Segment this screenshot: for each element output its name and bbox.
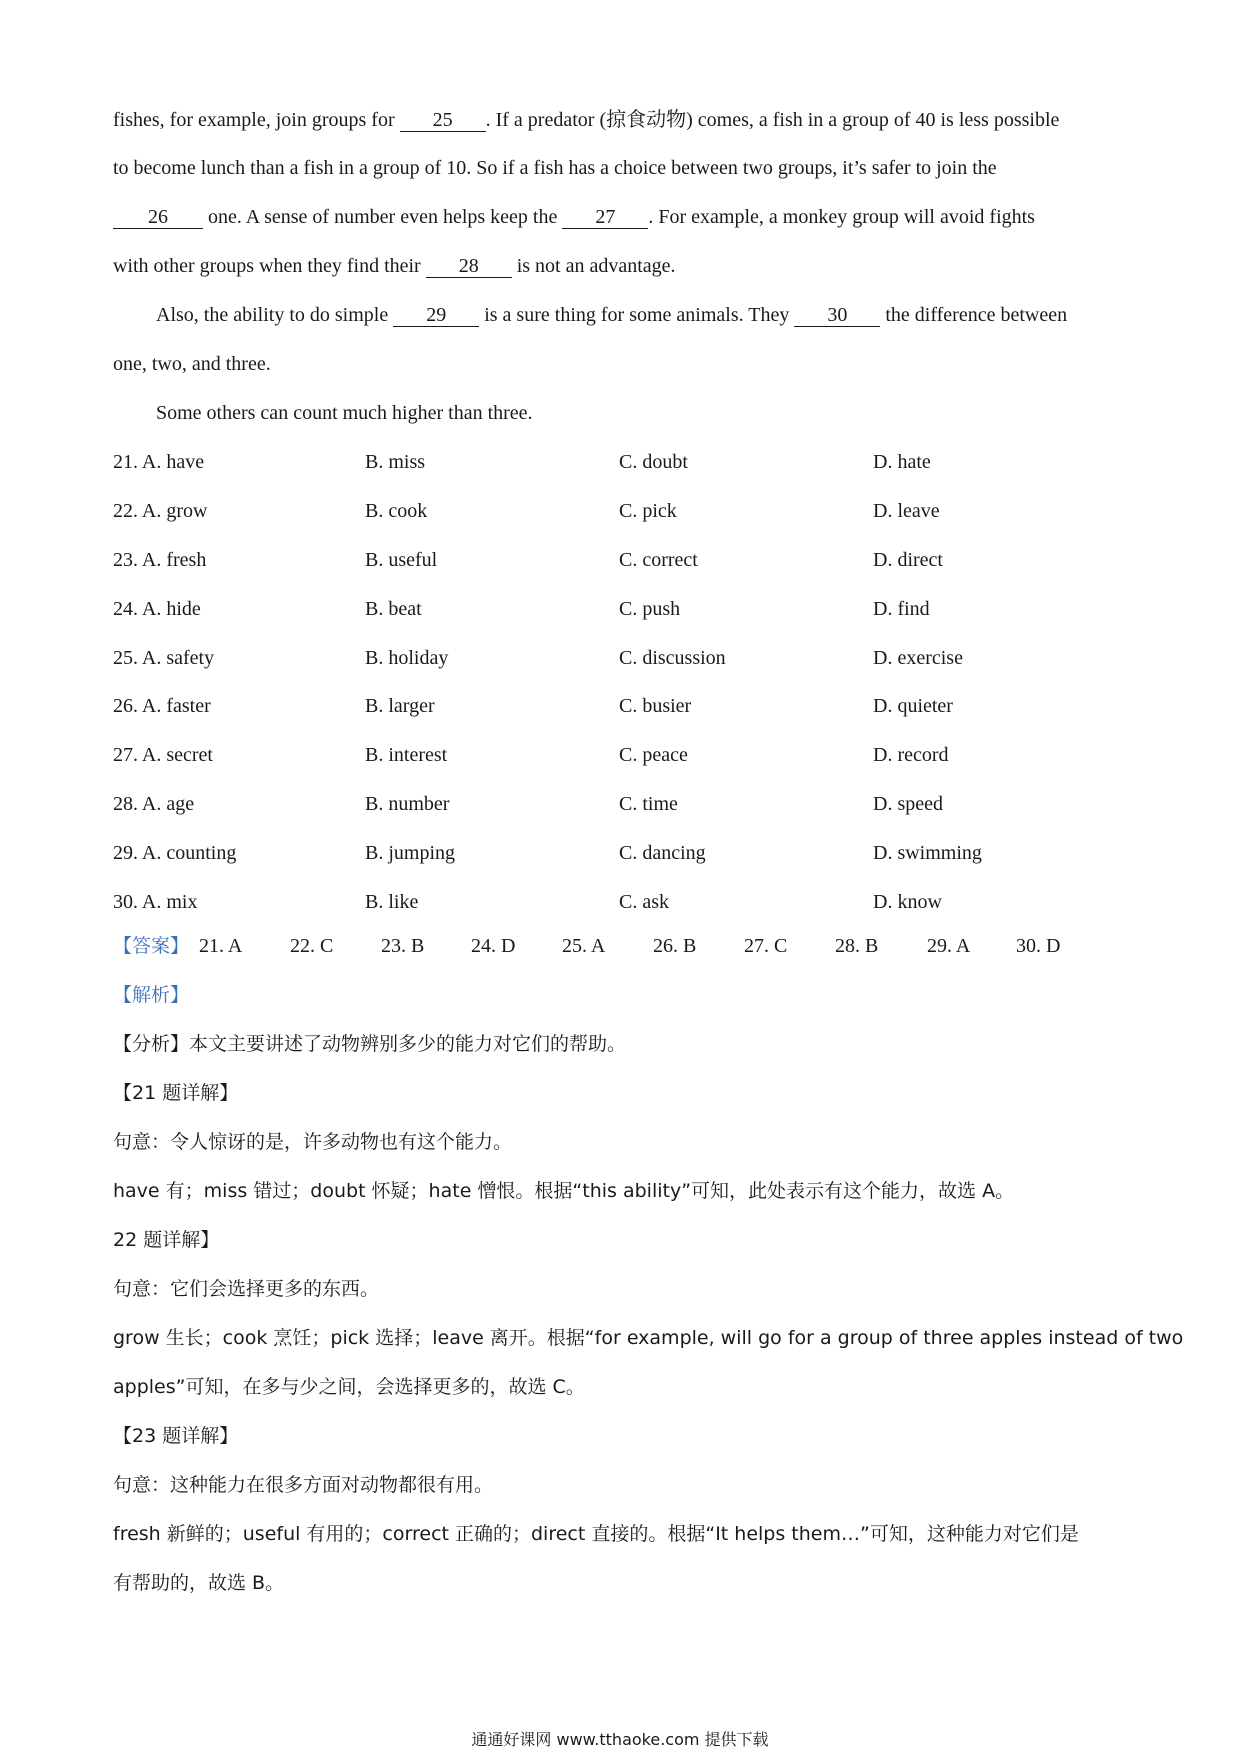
option-c: C. correct <box>619 549 698 571</box>
option-d: D. hate <box>873 451 931 473</box>
option-a: 24. A. hide <box>113 598 201 620</box>
option-a: 27. A. secret <box>113 744 213 766</box>
option-b: B. jumping <box>365 842 456 864</box>
q22-detail-cont: apples”可知，在多与少之间，会选择更多的，故选 C。 <box>113 1376 585 1398</box>
q22-detail: grow 生长；cook 烹饪；pick 选择；leave 离开。根据“for example, will go for a group of three apples instead of two <box>113 1327 1184 1349</box>
blank-30: 30 <box>794 304 880 327</box>
option-a: 28. A. age <box>113 793 195 815</box>
answer-item: 25. A <box>562 935 606 957</box>
option-b: B. number <box>365 793 450 815</box>
blank-25: 25 <box>400 109 486 132</box>
option-a: 26. A. faster <box>113 695 211 717</box>
option-c: C. doubt <box>619 451 688 473</box>
option-d: D. leave <box>873 500 940 522</box>
option-c: C. discussion <box>619 647 726 669</box>
answer-item: 22. C <box>290 935 334 957</box>
answer-item: 21. A <box>199 935 243 957</box>
option-d: D. direct <box>873 549 943 571</box>
option-b: B. larger <box>365 695 435 717</box>
option-b: B. useful <box>365 549 438 571</box>
option-a: 22. A. grow <box>113 500 208 522</box>
option-c: C. pick <box>619 500 677 522</box>
option-d: D. know <box>873 891 942 913</box>
text: with other groups when they find their <box>113 255 426 277</box>
option-a: 23. A. fresh <box>113 549 207 571</box>
q23-heading: 【23 题详解】 <box>113 1425 239 1447</box>
answer-item: 28. B <box>835 935 879 957</box>
blank-26: 26 <box>113 206 203 229</box>
q22-heading: 22 题详解】 <box>113 1229 220 1251</box>
answer-item: 24. D <box>471 935 516 957</box>
passage-line-7: Some others can count much higher than three. <box>156 402 533 424</box>
option-c: C. peace <box>619 744 688 766</box>
option-c: C. dancing <box>619 842 706 864</box>
answer-item: 30. D <box>1016 935 1061 957</box>
passage-line-6: one, two, and three. <box>113 353 271 375</box>
answer-item: 23. B <box>381 935 425 957</box>
analysis-label: 【解析】 <box>113 984 190 1006</box>
answer-label: 【答案】 <box>113 935 190 957</box>
option-a: 21. A. have <box>113 451 205 473</box>
text: one. A sense of number even helps keep the <box>203 206 563 228</box>
option-d: D. find <box>873 598 930 620</box>
text: the difference between <box>880 304 1068 326</box>
option-c: C. ask <box>619 891 669 913</box>
passage-line-1 <box>113 107 1127 133</box>
blank-28: 28 <box>426 255 512 278</box>
text: . If a predator (掠食动物) comes, a fish in a group of 40 is less possible <box>485 109 1060 131</box>
option-b: B. miss <box>365 451 426 473</box>
option-d: D. record <box>873 744 949 766</box>
option-d: D. quieter <box>873 695 953 717</box>
blank-27: 27 <box>562 206 648 229</box>
option-b: B. interest <box>365 744 448 766</box>
option-a: 30. A. mix <box>113 891 198 913</box>
answer-item: 27. C <box>744 935 788 957</box>
blank-29: 29 <box>393 304 479 327</box>
option-b: B. holiday <box>365 647 449 669</box>
text: . For example, a monkey group will avoid fights <box>648 206 1035 228</box>
text: is not an advantage. <box>511 255 676 277</box>
passage-line-3 <box>113 204 1127 230</box>
option-b: B. like <box>365 891 419 913</box>
option-a: 29. A. counting <box>113 842 237 864</box>
q21-meaning: 句意：令人惊讶的是，许多动物也有这个能力。 <box>113 1131 513 1153</box>
q22-meaning: 句意：它们会选择更多的东西。 <box>113 1278 380 1300</box>
q23-detail: fresh 新鲜的；useful 有用的；correct 正确的；direct 直接的。根据“It helps them…”可知，这种能力对它们是 <box>113 1523 1079 1545</box>
option-d: D. swimming <box>873 842 982 864</box>
analysis-summary: 【分析】本文主要讲述了动物辨别多少的能力对它们的帮助。 <box>113 1033 627 1055</box>
page-footer: 通通好课网 www.tthaoke.com 提供下载 <box>471 1730 769 1749</box>
option-b: B. beat <box>365 598 422 620</box>
option-d: D. exercise <box>873 647 963 669</box>
q23-detail-cont: 有帮助的，故选 B。 <box>113 1572 285 1594</box>
option-c: C. time <box>619 793 678 815</box>
answer-item: 26. B <box>653 935 697 957</box>
q21-detail: have 有；miss 错过；doubt 怀疑；hate 憎恨。根据“this ability”可知，此处表示有这个能力，故选 A。 <box>113 1180 1015 1202</box>
option-d: D. speed <box>873 793 943 815</box>
option-a: 25. A. safety <box>113 647 215 669</box>
text: is a sure thing for some animals. They <box>479 304 795 326</box>
option-b: B. cook <box>365 500 428 522</box>
option-c: C. push <box>619 598 681 620</box>
text: fishes, for example, join groups for <box>113 109 400 131</box>
q23-meaning: 句意：这种能力在很多方面对动物都很有用。 <box>113 1474 494 1496</box>
passage-line-4 <box>113 253 1127 279</box>
text: Also, the ability to do simple <box>156 304 394 326</box>
passage-line-5 <box>156 302 1127 328</box>
option-c: C. busier <box>619 695 692 717</box>
passage-line-2: to become lunch than a fish in a group of 10. So if a fish has a choice between two groups, it’s safer to join the <box>113 157 997 179</box>
answer-item: 29. A <box>927 935 971 957</box>
q21-heading: 【21 题详解】 <box>113 1082 239 1104</box>
